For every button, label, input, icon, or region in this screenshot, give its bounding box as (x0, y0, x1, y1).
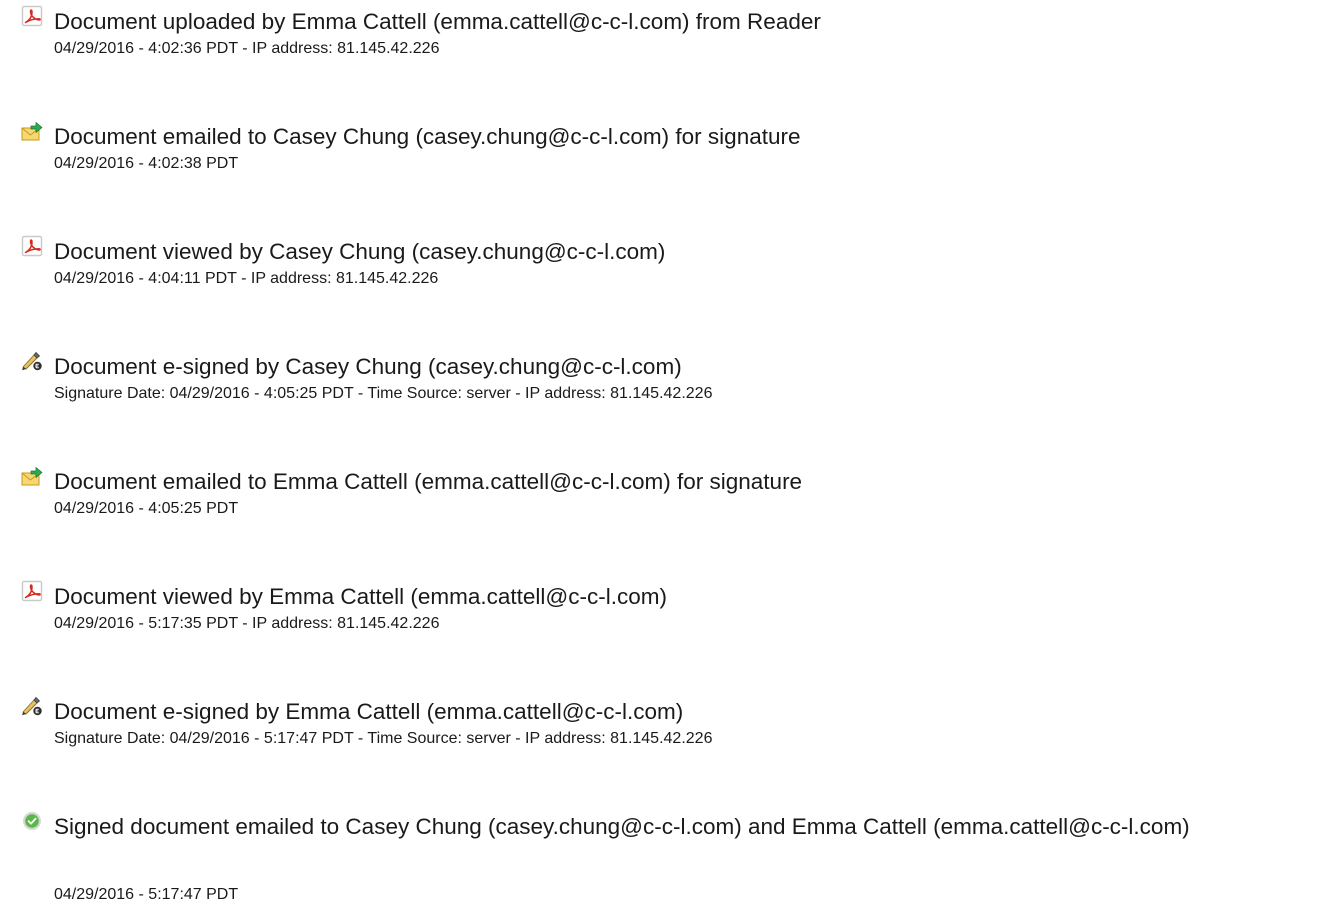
pdf-icon (21, 235, 43, 257)
email-sent-icon (21, 120, 43, 142)
event-detail: 04/29/2016 - 5:17:35 PDT - IP address: 81.145.42.226 (54, 615, 440, 632)
event-detail: Signature Date: 04/29/2016 - 4:05:25 PDT - Time Source: server - IP address: 81.145.42.226 (54, 385, 713, 402)
email-sent-icon (21, 465, 43, 487)
audit-event (0, 0, 1341, 80)
audit-event (0, 115, 1341, 195)
audit-event (0, 805, 1341, 910)
event-detail: 04/29/2016 - 5:17:47 PDT (54, 886, 239, 903)
audit-event (0, 230, 1341, 310)
pdf-icon (21, 580, 43, 602)
event-title: Signed document emailed to Casey Chung (casey.chung@c-c-l.com) and Emma Cattell (emma.cattell@c-c-l.com) (54, 814, 1190, 839)
event-title: Document viewed by Casey Chung (casey.chung@c-c-l.com) (54, 239, 666, 264)
event-detail: 04/29/2016 - 4:02:36 PDT - IP address: 81.145.42.226 (54, 40, 440, 57)
event-title: Document emailed to Emma Cattell (emma.cattell@c-c-l.com) for signature (54, 469, 803, 494)
audit-event (0, 460, 1341, 540)
audit-event (0, 575, 1341, 655)
event-title: Document e-signed by Emma Cattell (emma.cattell@c-c-l.com) (54, 699, 684, 724)
audit-event (0, 690, 1341, 770)
event-detail: 04/29/2016 - 4:04:11 PDT - IP address: 81.145.42.226 (54, 270, 439, 287)
event-title: Document e-signed by Casey Chung (casey.chung@c-c-l.com) (54, 354, 682, 379)
pdf-icon (21, 5, 43, 27)
pen-sign-icon (21, 695, 43, 717)
event-detail: 04/29/2016 - 4:05:25 PDT (54, 500, 239, 517)
event-title: Document viewed by Emma Cattell (emma.cattell@c-c-l.com) (54, 584, 667, 609)
event-detail: Signature Date: 04/29/2016 - 5:17:47 PDT - Time Source: server - IP address: 81.145.42.226 (54, 730, 713, 747)
event-title: Document emailed to Casey Chung (casey.chung@c-c-l.com) for signature (54, 124, 801, 149)
event-detail: 04/29/2016 - 4:02:38 PDT (54, 155, 239, 172)
pen-sign-icon (21, 350, 43, 372)
check-circle-icon (21, 810, 43, 832)
audit-event (0, 345, 1341, 425)
event-title: Document uploaded by Emma Cattell (emma.cattell@c-c-l.com) from Reader (54, 9, 821, 34)
